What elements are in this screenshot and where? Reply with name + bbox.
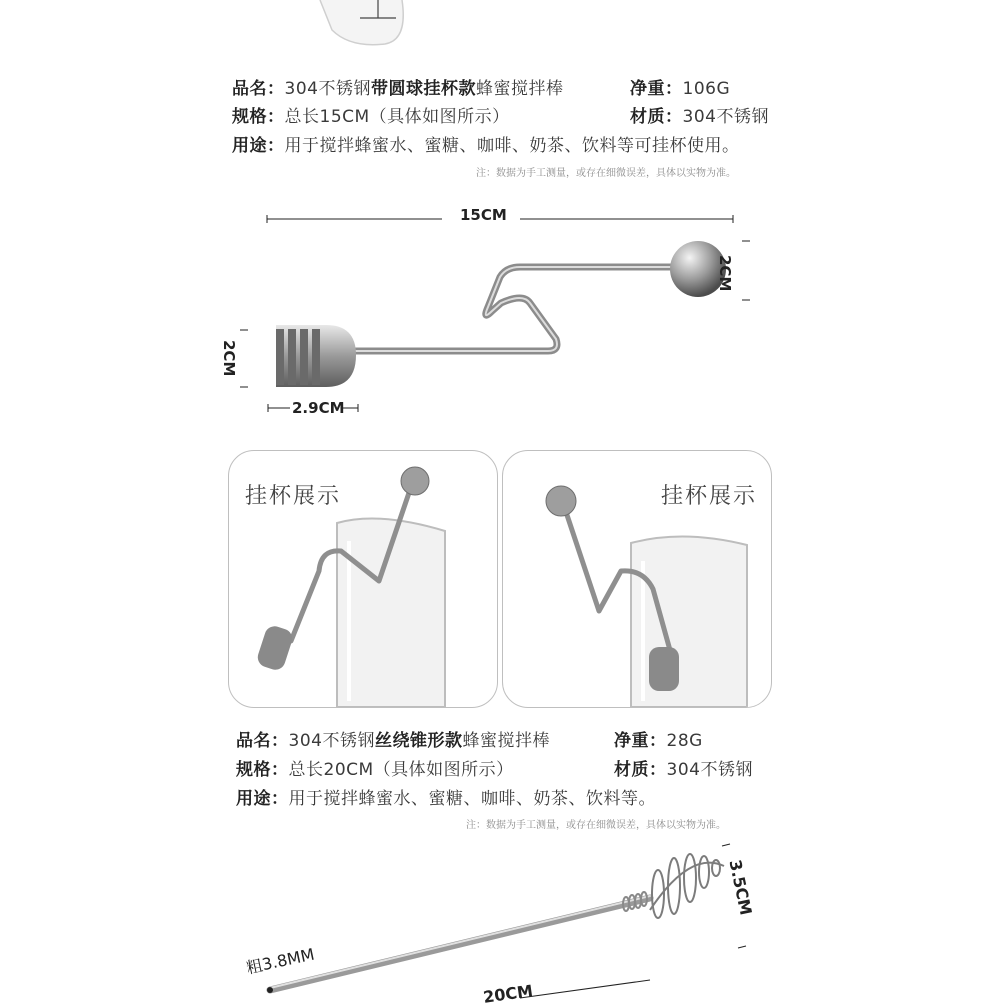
product2-head-height-label: 3.5CM [725,858,756,917]
product2-name-pre: 304不锈钢 [288,731,375,751]
product1-weight-value: 106G [682,79,731,99]
product1-ball-height-label: 2CM [716,255,734,292]
product2-name-row [236,726,550,751]
product1-weight-label: 净重： [630,79,683,99]
product1-name-post: 蜂蜜搅拌棒 [475,79,564,99]
product2-weight-label: 净重： [614,731,667,751]
product2-name-bold: 丝绕锥形款 [374,731,463,751]
product2-spec-row [236,755,514,780]
top-glass-image [290,0,430,48]
product1-material-label: 材质： [630,107,683,127]
product2-material-label: 材质： [614,760,667,780]
product2-length-partial-label: 20CM [482,981,535,1007]
product2-use-label: 用途： [236,789,289,809]
dipper-height-dimension-line [240,330,248,387]
product1-name-pre: 304不锈钢 [284,79,371,99]
product1-length-label: 15CM [460,206,507,224]
hang-display-panel-right [502,450,772,708]
product2-spec-label: 规格： [236,760,289,780]
product2-use-value: 用于搅拌蜂蜜水、蜜糖、咖啡、奶茶、饮料等。 [288,789,656,809]
product1-use-label: 用途： [232,136,285,156]
product1-diagram [230,195,770,430]
thickness-marker [267,987,273,993]
product1-note: 注：数据为手工测量，或存在细微误差，具体以实物为准。 [476,168,736,179]
product2-use-row [236,784,656,809]
product2-material-value: 304不锈钢 [666,760,753,780]
product2-note: 注：数据为手工测量，或存在细微误差，具体以实物为准。 [466,820,726,831]
product1-dipper-height-label: 2CM [220,340,238,377]
product2-weight-value: 28G [666,731,703,751]
product1-spec-value: 总长15CM（具体如图所示） [284,107,510,127]
product2-diagram [230,840,770,1000]
product2-name-post: 蜂蜜搅拌棒 [462,731,550,751]
product1-dipper-width-label: 2.9CM [292,399,345,417]
product2-spec-value: 总长20CM（具体如图所示） [288,760,514,780]
product1-use-row [232,131,740,156]
product1-material-value: 304不锈钢 [682,107,769,127]
product1-weight-row [630,74,730,99]
product2-material-row [614,755,753,780]
hang-display-panel-left [228,450,498,708]
rod [340,267,675,351]
product1-spec-row [232,102,510,127]
panel-left-title: 挂杯展示 [245,484,342,509]
whisk-rod [270,898,650,990]
panel-right-title: 挂杯展示 [661,484,758,509]
product2-weight-row [614,726,703,751]
ball-height-dimension-line [742,241,750,300]
product1-name-bold: 带圆球挂杯款 [370,79,476,99]
dipper-head [276,325,356,387]
product1-name-row [232,74,563,99]
whisk-cone-head [650,854,724,918]
product2-thickness-label: 粗3.8MM [244,944,317,978]
product1-name-label: 品名： [232,79,285,99]
product1-spec-label: 规格： [232,107,285,127]
product1-use-value: 用于搅拌蜂蜜水、蜜糖、咖啡、奶茶、饮料等可挂杯使用。 [284,136,740,156]
length-partial-dimension-line [520,980,650,998]
product2-name-label: 品名： [236,731,289,751]
product1-material-row [630,102,769,127]
